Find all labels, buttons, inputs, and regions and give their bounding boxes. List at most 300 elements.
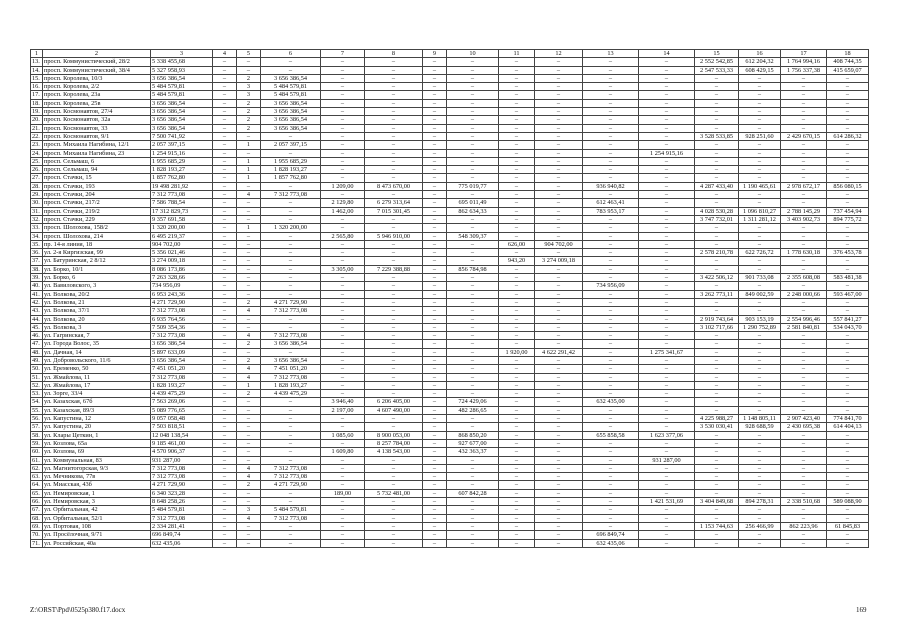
value-cell: –: [535, 365, 583, 373]
value-cell: 2 581 840,81: [781, 323, 827, 331]
value-cell: –: [447, 506, 499, 514]
value-cell: –: [321, 215, 365, 223]
value-cell: 7 015 301,45: [365, 207, 423, 215]
address-cell: ул. Клары Цеткин, 1: [43, 431, 151, 439]
value-cell: –: [781, 99, 827, 107]
address-cell: просп. Михаила Нагибина, 23: [43, 149, 151, 157]
value-cell: –: [365, 373, 423, 381]
value-cell: 3 262 773,11: [695, 290, 739, 298]
value-cell: 1 857 762,80: [261, 174, 321, 182]
value-cell: –: [213, 58, 237, 66]
value-cell: –: [639, 249, 695, 257]
table-row: [31, 340, 869, 348]
table-row: [31, 132, 869, 140]
value-cell: –: [639, 232, 695, 240]
value-cell: –: [535, 66, 583, 74]
value-cell: –: [365, 456, 423, 464]
value-cell: –: [213, 174, 237, 182]
value-cell: –: [423, 348, 447, 356]
table-row: [31, 406, 869, 414]
address-cell: ул. Еременко, 50: [43, 365, 151, 373]
value-cell: –: [535, 423, 583, 431]
value-cell: –: [583, 498, 639, 506]
value-cell: 607 842,28: [447, 489, 499, 497]
address-cell: ул. Козлова, 69: [43, 448, 151, 456]
value-cell: –: [827, 99, 869, 107]
value-cell: –: [447, 249, 499, 257]
value-cell: –: [695, 340, 739, 348]
value-cell: –: [639, 207, 695, 215]
value-cell: 1 311 281,12: [739, 215, 781, 223]
table-row: [31, 365, 869, 373]
value-cell: –: [739, 99, 781, 107]
table-row: [31, 282, 869, 290]
row-number: 61.: [31, 456, 43, 464]
value-cell: –: [365, 481, 423, 489]
value-cell: 2 129,80: [321, 199, 365, 207]
row-number: 30.: [31, 199, 43, 207]
value-cell: –: [423, 149, 447, 157]
value-cell: –: [695, 439, 739, 447]
value-cell: –: [213, 108, 237, 116]
table-row: [31, 191, 869, 199]
value-cell: –: [365, 99, 423, 107]
value-cell: –: [781, 539, 827, 547]
value-cell: –: [365, 506, 423, 514]
table-row: [31, 531, 869, 539]
value-cell: –: [237, 182, 261, 190]
value-cell: –: [321, 539, 365, 547]
value-cell: –: [781, 166, 827, 174]
address-cell: просп. Космонавтов, 33: [43, 124, 151, 132]
value-cell: 7 312 773,08: [151, 514, 213, 522]
column-number: 16: [739, 50, 781, 58]
value-cell: –: [213, 307, 237, 315]
value-cell: –: [499, 249, 535, 257]
value-cell: –: [739, 157, 781, 165]
address-cell: ул. Волкова, 3: [43, 323, 151, 331]
value-cell: –: [639, 365, 695, 373]
value-cell: –: [261, 66, 321, 74]
value-cell: –: [237, 348, 261, 356]
address-cell: ул. Борко, 6: [43, 274, 151, 282]
value-cell: –: [827, 157, 869, 165]
value-cell: –: [321, 498, 365, 506]
address-cell: просп. Космонавтов, 9/1: [43, 132, 151, 140]
value-cell: –: [695, 390, 739, 398]
row-number: 36.: [31, 249, 43, 257]
value-cell: –: [423, 174, 447, 182]
value-cell: –: [213, 298, 237, 306]
value-cell: –: [827, 473, 869, 481]
value-cell: –: [583, 423, 639, 431]
value-cell: –: [365, 166, 423, 174]
value-cell: –: [639, 373, 695, 381]
value-cell: –: [423, 83, 447, 91]
value-cell: –: [423, 498, 447, 506]
value-cell: 3 528 533,85: [695, 132, 739, 140]
value-cell: –: [583, 83, 639, 91]
value-cell: 6 206 405,00: [365, 398, 423, 406]
value-cell: 3 305,00: [321, 265, 365, 273]
value-cell: –: [583, 240, 639, 248]
value-cell: –: [213, 274, 237, 282]
value-cell: –: [535, 356, 583, 364]
address-cell: ул. Города Волос, 35: [43, 340, 151, 348]
value-cell: –: [213, 240, 237, 248]
value-cell: 2 248 000,66: [781, 290, 827, 298]
value-cell: 7 229 388,88: [365, 265, 423, 273]
address-cell: ул. Немировская, 3: [43, 498, 151, 506]
table-row: [31, 522, 869, 530]
value-cell: 2: [237, 481, 261, 489]
value-cell: –: [827, 356, 869, 364]
value-cell: –: [499, 522, 535, 530]
value-cell: 7 312 773,08: [151, 307, 213, 315]
table-row: [31, 506, 869, 514]
value-cell: –: [423, 282, 447, 290]
value-cell: 4 271 729,90: [261, 481, 321, 489]
value-cell: –: [237, 415, 261, 423]
value-cell: –: [237, 257, 261, 265]
value-cell: –: [447, 514, 499, 522]
value-cell: –: [447, 124, 499, 132]
value-cell: 3 656 386,54: [151, 108, 213, 116]
value-cell: –: [237, 323, 261, 331]
value-cell: –: [781, 473, 827, 481]
value-cell: 5 484 579,81: [261, 506, 321, 514]
value-cell: –: [827, 506, 869, 514]
value-cell: –: [213, 116, 237, 124]
value-cell: –: [827, 108, 869, 116]
value-cell: –: [583, 315, 639, 323]
value-cell: 5 484 579,81: [151, 506, 213, 514]
value-cell: 904 702,00: [535, 240, 583, 248]
value-cell: –: [695, 456, 739, 464]
value-cell: –: [499, 423, 535, 431]
value-cell: 7 312 773,08: [261, 514, 321, 522]
value-cell: –: [261, 415, 321, 423]
value-cell: –: [781, 365, 827, 373]
value-cell: –: [237, 199, 261, 207]
value-cell: –: [423, 456, 447, 464]
value-cell: 3 656 386,54: [151, 124, 213, 132]
table-row: [31, 473, 869, 481]
value-cell: –: [321, 224, 365, 232]
value-cell: –: [423, 406, 447, 414]
value-cell: –: [365, 274, 423, 282]
value-cell: –: [237, 207, 261, 215]
value-cell: –: [781, 149, 827, 157]
value-cell: –: [213, 83, 237, 91]
value-cell: 614 286,32: [827, 132, 869, 140]
value-cell: –: [261, 456, 321, 464]
value-cell: –: [321, 373, 365, 381]
row-number: 26.: [31, 166, 43, 174]
value-cell: 1: [237, 381, 261, 389]
value-cell: –: [583, 274, 639, 282]
address-cell: ул. Батуринская, 2 8/12: [43, 257, 151, 265]
value-cell: 4 271 729,90: [151, 481, 213, 489]
value-cell: –: [365, 464, 423, 472]
value-cell: –: [827, 174, 869, 182]
value-cell: 1 320 200,00: [151, 224, 213, 232]
value-cell: 7 312 773,08: [151, 332, 213, 340]
value-cell: –: [447, 481, 499, 489]
value-cell: 5 089 776,65: [151, 406, 213, 414]
value-cell: –: [423, 514, 447, 522]
value-cell: –: [321, 464, 365, 472]
value-cell: –: [535, 340, 583, 348]
value-cell: –: [237, 290, 261, 298]
value-cell: 3 747 732,01: [695, 215, 739, 223]
value-cell: –: [499, 481, 535, 489]
value-cell: –: [695, 265, 739, 273]
value-cell: –: [827, 116, 869, 124]
value-cell: 9 057 058,48: [151, 415, 213, 423]
value-cell: –: [535, 448, 583, 456]
value-cell: –: [213, 207, 237, 215]
value-cell: –: [321, 83, 365, 91]
value-cell: –: [499, 307, 535, 315]
value-cell: –: [739, 91, 781, 99]
value-cell: –: [639, 406, 695, 414]
value-cell: –: [583, 91, 639, 99]
value-cell: –: [583, 174, 639, 182]
value-cell: –: [499, 74, 535, 82]
value-cell: –: [739, 356, 781, 364]
address-cell: ул. Козлова, 65а: [43, 439, 151, 447]
value-cell: 1 421 531,69: [639, 498, 695, 506]
column-number: 11: [499, 50, 535, 58]
row-number: 29.: [31, 191, 43, 199]
row-number: 46.: [31, 332, 43, 340]
table-row: [31, 66, 869, 74]
value-cell: –: [321, 108, 365, 116]
value-cell: –: [535, 481, 583, 489]
value-cell: 3: [237, 83, 261, 91]
value-cell: –: [695, 356, 739, 364]
value-cell: –: [261, 199, 321, 207]
value-cell: –: [213, 182, 237, 190]
value-cell: 696 849,74: [151, 531, 213, 539]
value-cell: –: [423, 99, 447, 107]
value-cell: –: [535, 464, 583, 472]
address-cell: просп. Королева, 23а: [43, 91, 151, 99]
value-cell: 8 086 173,86: [151, 265, 213, 273]
value-cell: –: [739, 464, 781, 472]
value-cell: –: [739, 332, 781, 340]
value-cell: –: [583, 108, 639, 116]
value-cell: –: [639, 74, 695, 82]
value-cell: 548 309,37: [447, 232, 499, 240]
register-table: [30, 49, 869, 548]
value-cell: –: [739, 257, 781, 265]
value-cell: –: [827, 166, 869, 174]
table-row: [31, 498, 869, 506]
value-cell: –: [213, 124, 237, 132]
table-row: [31, 439, 869, 447]
value-cell: 2 430 695,38: [781, 423, 827, 431]
value-cell: –: [321, 166, 365, 174]
table-row: [31, 415, 869, 423]
value-cell: –: [781, 232, 827, 240]
value-cell: –: [695, 74, 739, 82]
value-cell: 7 500 741,92: [151, 132, 213, 140]
value-cell: –: [237, 431, 261, 439]
value-cell: –: [499, 431, 535, 439]
value-cell: –: [695, 373, 739, 381]
table-row: [31, 307, 869, 315]
value-cell: –: [499, 332, 535, 340]
value-cell: –: [447, 315, 499, 323]
value-cell: –: [583, 415, 639, 423]
row-number: 53.: [31, 390, 43, 398]
value-cell: –: [213, 506, 237, 514]
column-number: 17: [781, 50, 827, 58]
column-number: 9: [423, 50, 447, 58]
value-cell: –: [499, 99, 535, 107]
value-cell: –: [739, 373, 781, 381]
value-cell: 904 702,00: [151, 240, 213, 248]
value-cell: –: [583, 381, 639, 389]
value-cell: 256 466,99: [739, 522, 781, 530]
value-cell: 612 463,41: [583, 199, 639, 207]
value-cell: –: [213, 166, 237, 174]
value-cell: –: [423, 373, 447, 381]
value-cell: –: [639, 390, 695, 398]
value-cell: 7 312 773,08: [261, 191, 321, 199]
value-cell: –: [237, 315, 261, 323]
value-cell: –: [583, 58, 639, 66]
column-number: 12: [535, 50, 583, 58]
value-cell: –: [365, 240, 423, 248]
row-number: 70.: [31, 531, 43, 539]
value-cell: 4 622 291,42: [535, 348, 583, 356]
row-number: 23.: [31, 141, 43, 149]
value-cell: –: [423, 232, 447, 240]
value-cell: –: [583, 132, 639, 140]
column-number: 3: [151, 50, 213, 58]
value-cell: 632 435,06: [151, 539, 213, 547]
value-cell: –: [695, 116, 739, 124]
value-cell: –: [535, 431, 583, 439]
value-cell: –: [423, 108, 447, 116]
value-cell: –: [639, 157, 695, 165]
value-cell: 3 656 386,54: [151, 99, 213, 107]
value-cell: –: [321, 307, 365, 315]
address-cell: ул. Гагринская, 7: [43, 332, 151, 340]
column-number: 10: [447, 50, 499, 58]
value-cell: –: [639, 274, 695, 282]
address-cell: ул. Жмайлова, 17: [43, 381, 151, 389]
row-number: 28.: [31, 182, 43, 190]
value-cell: 2 429 670,15: [781, 132, 827, 140]
value-cell: 9 185 461,00: [151, 439, 213, 447]
value-cell: –: [639, 191, 695, 199]
value-cell: –: [781, 124, 827, 132]
value-cell: 1: [237, 141, 261, 149]
table-row: [31, 124, 869, 132]
value-cell: –: [213, 257, 237, 265]
value-cell: –: [535, 215, 583, 223]
value-cell: –: [781, 141, 827, 149]
value-cell: 928 688,59: [739, 423, 781, 431]
value-cell: –: [781, 240, 827, 248]
value-cell: –: [447, 307, 499, 315]
table-row: [31, 290, 869, 298]
value-cell: –: [447, 423, 499, 431]
value-cell: –: [583, 390, 639, 398]
value-cell: –: [447, 99, 499, 107]
value-cell: –: [447, 298, 499, 306]
address-cell: просп. Королева, 25в: [43, 99, 151, 107]
table-row: [31, 489, 869, 497]
column-number: 4: [213, 50, 237, 58]
row-number: 69.: [31, 522, 43, 530]
footer-page-number: 169: [856, 606, 867, 614]
value-cell: –: [365, 257, 423, 265]
value-cell: –: [213, 340, 237, 348]
value-cell: –: [365, 215, 423, 223]
value-cell: 724 429,06: [447, 398, 499, 406]
address-cell: ул. Коммунальная, 83: [43, 456, 151, 464]
table-row: [31, 91, 869, 99]
value-cell: –: [447, 498, 499, 506]
value-cell: –: [695, 365, 739, 373]
column-number: 14: [639, 50, 695, 58]
value-cell: –: [261, 240, 321, 248]
value-cell: –: [321, 91, 365, 99]
value-cell: –: [781, 406, 827, 414]
row-number: 24.: [31, 149, 43, 157]
value-cell: –: [499, 539, 535, 547]
value-cell: –: [423, 141, 447, 149]
value-cell: 7 312 773,08: [151, 373, 213, 381]
value-cell: –: [423, 207, 447, 215]
table-row: [31, 448, 869, 456]
row-number: 71.: [31, 539, 43, 547]
value-cell: –: [535, 224, 583, 232]
value-cell: –: [499, 215, 535, 223]
address-cell: ул. Магнитогорская, 9/3: [43, 464, 151, 472]
value-cell: –: [213, 431, 237, 439]
value-cell: 3 656 386,54: [261, 108, 321, 116]
value-cell: –: [447, 257, 499, 265]
value-cell: –: [639, 323, 695, 331]
value-cell: –: [639, 257, 695, 265]
value-cell: –: [213, 323, 237, 331]
value-cell: –: [365, 415, 423, 423]
value-cell: –: [695, 99, 739, 107]
value-cell: –: [827, 431, 869, 439]
value-cell: –: [827, 340, 869, 348]
value-cell: –: [423, 531, 447, 539]
value-cell: 1 623 377,06: [639, 431, 695, 439]
value-cell: –: [827, 464, 869, 472]
row-number: 21.: [31, 124, 43, 132]
value-cell: –: [365, 340, 423, 348]
value-cell: –: [535, 489, 583, 497]
value-cell: 12 048 138,54: [151, 431, 213, 439]
value-cell: –: [639, 381, 695, 389]
value-cell: –: [321, 390, 365, 398]
row-number: 65.: [31, 489, 43, 497]
value-cell: –: [423, 132, 447, 140]
value-cell: –: [423, 506, 447, 514]
address-cell: просп. Стачки, 204: [43, 191, 151, 199]
value-cell: –: [781, 456, 827, 464]
